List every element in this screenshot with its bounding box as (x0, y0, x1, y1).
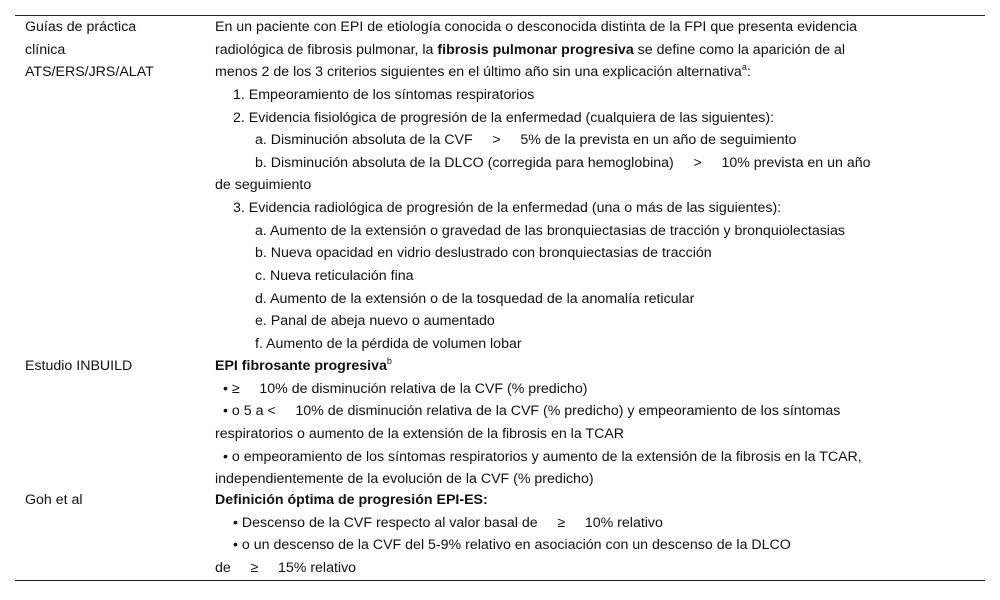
row-content-guidelines (215, 16, 985, 356)
bullet: • o 5 a < 10% de disminución relativa de la CVF (% predicho) y empeoramiento de los síntomas (223, 403, 841, 420)
row-label-inbuild (25, 355, 132, 378)
bullet-cont: de ≥ 15% relativo (215, 559, 357, 576)
footnote-marker: a (741, 62, 747, 73)
sub-criterion: a. Disminución absoluta de la CVF > 5% de la prevista en un año de seguimiento (255, 132, 797, 149)
label-line: clínica (25, 41, 66, 58)
sub-criterion: d. Aumento de la extensión o de la tosquedad de la anomalía reticular (255, 290, 695, 307)
bullet: • o un descenso de la CVF del 5-9% relativo en asociación con un descenso de la DLCO (233, 537, 791, 554)
title-text: Definición óptima de progresión EPI-ES: (215, 492, 488, 508)
row-label-goh (25, 489, 83, 512)
table-bottom-rule (15, 580, 985, 581)
sub-criterion: e. Panal de abeja nuevo o aumentado (255, 313, 495, 330)
sub-criterion: c. Nueva reticulación fina (255, 268, 414, 285)
text: : (746, 64, 751, 81)
defined-term: fibrosis pulmonar progresiva (437, 41, 634, 58)
text: menos 2 de los 3 criterios siguientes en el último año sin una explicación alternativa (215, 64, 742, 81)
label-line: ATS/ERS/JRS/ALAT (25, 64, 154, 81)
bullet: • o empeoramiento de los síntomas respiratorios y aumento de la extensión de la fibrosis en la TCAR, (223, 448, 862, 465)
row-content-inbuild (215, 355, 985, 491)
row-title (215, 355, 985, 378)
label-line: Goh et al (25, 492, 83, 508)
row-title (215, 489, 985, 512)
row-content-goh (215, 489, 985, 580)
intro-line: En un paciente con EPI de etiología conocida o desconocida distinta de la FPI que presenta evidencia (215, 19, 858, 35)
sub-criterion: f. Aumento de la pérdida de volumen lobar (255, 335, 522, 352)
intro-line (215, 39, 985, 62)
intro-line (215, 61, 985, 84)
row-label-guidelines (25, 16, 154, 84)
criterion: 2. Evidencia fisiológica de progresión de la enfermedad (cualquiera de las siguientes): (233, 109, 775, 126)
label-line: Estudio INBUILD (25, 358, 133, 374)
text: radiológica de fibrosis pulmonar, la (215, 41, 438, 58)
bullet-cont: independientemente de la evolución de la CVF (% predicho) (215, 471, 594, 488)
label-line: Guías de práctica (25, 19, 137, 35)
criterion: 3. Evidencia radiológica de progresión de la enfermedad (una o más de las siguientes): (233, 200, 782, 217)
bullet: • Descenso de la CVF respecto al valor basal de ≥ 10% relativo (233, 514, 663, 531)
criterion: 1. Empeoramiento de los síntomas respiratorios (233, 86, 535, 103)
sub-criterion: b. Nueva opacidad en vidrio deslustrado con bronquiectasias de tracción (255, 245, 712, 262)
sub-criterion-cont: de seguimiento (215, 177, 312, 194)
title-text: EPI fibrosante progresiva (215, 358, 387, 374)
text: se define como la aparición de al (633, 41, 846, 58)
bullet: • ≥ 10% de disminución relativa de la CVF (% predicho) (223, 380, 588, 397)
sub-criterion: b. Disminución absoluta de la DLCO (corregida para hemoglobina) > 10% prevista en un año (255, 154, 871, 171)
sub-criterion: a. Aumento de la extensión o gravedad de las bronquiectasias de tracción y bronquiolectasias (255, 222, 845, 239)
bullet-cont: respiratorios o aumento de la extensión de la fibrosis en la TCAR (215, 425, 625, 442)
footnote-marker: b (386, 356, 392, 366)
